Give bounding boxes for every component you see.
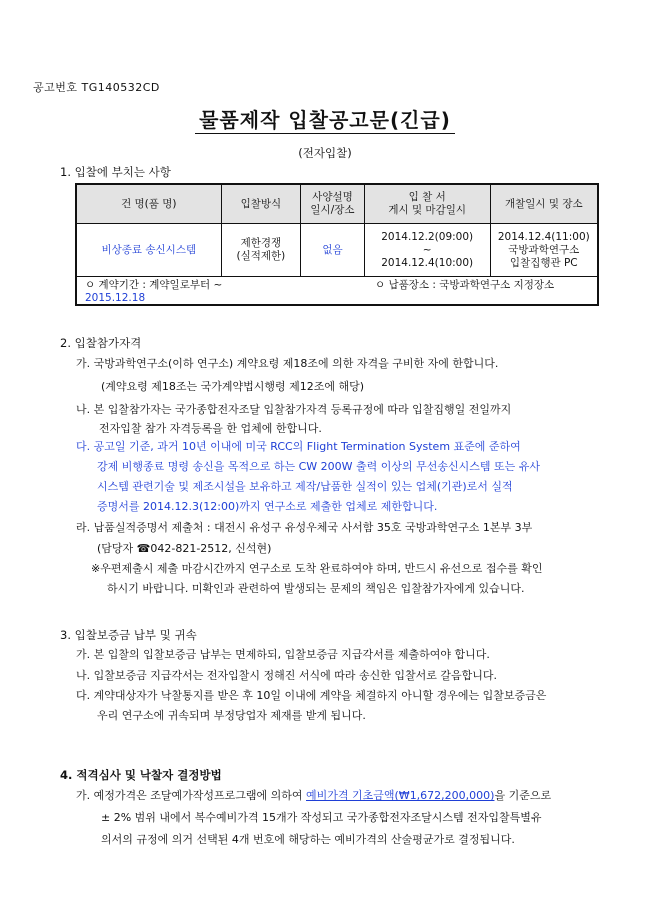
table-header-row xyxy=(76,184,598,224)
section2-note-cont: 하시기 바랍니다. 미확인과 관련하여 발생되는 문제의 책임은 입찰참가자에게 있습니다. xyxy=(107,582,525,595)
section2-item-da-cont1: 강제 비행종료 명령 송신을 목적으로 하는 CW 200W 출력 이상의 무선송신시스템 또는 유사 xyxy=(97,460,541,473)
section2-item-da-cont3: 증명서를 2014.12.3(12:00)까지 연구소로 제출한 업체로 제한합니다. xyxy=(97,500,438,513)
section2-item-na: 나. 본 입찰참가자는 국가종합전자조달 입찰참가자격 등록규정에 따라 입찰집행일 전일까지 xyxy=(76,403,512,416)
section2-note: ※우편제출시 제출 마감시간까지 연구소로 도착 완료하여야 하며, 반드시 유선으로 접수를 확인 xyxy=(91,562,543,575)
table-footer-row xyxy=(76,277,598,306)
section2-item-da: 다. 공고일 기준, 과거 10년 이내에 미국 RCC의 Flight Termination System 표준에 준하여 xyxy=(76,440,521,453)
cell-posting: 2014.12.2(09:00) ~ 2014.12.4(10:00) xyxy=(364,224,490,277)
section4-heading: 4. 적격심사 및 낙찰자 결정방법 xyxy=(60,768,222,782)
section3-item-da-cont: 우리 연구소에 귀속되며 부정당업자 제재를 받게 됩니다. xyxy=(97,709,366,722)
cell-spec: 없음 xyxy=(301,224,365,277)
header-name: 건 명(품 명) xyxy=(76,184,221,224)
section2-item-ra: 라. 납품실적증명서 제출처 : 대전시 유성구 유성우체국 사서함 35호 국방과학연구소 1본부 3부 xyxy=(76,521,533,534)
section2-item-ga-note: (계약요령 제18조는 국가계약법시행령 제12조에 해당) xyxy=(101,380,365,393)
document-title: 물품제작 입찰공고문(긴급) xyxy=(0,104,650,133)
section3-item-ga: 가. 본 입찰의 입찰보증금 납부는 면제하되, 입찰보증금 지급각서를 제출하여야 합니다. xyxy=(76,648,490,661)
document-subtitle: (전자입찰) xyxy=(298,146,352,160)
section4-item-ga: 가. 예정가격은 조달예가작성프로그램에 의하여 예비가격 기초금액(₩1,672,200,000)을 기준으로 xyxy=(76,789,552,802)
delivery-place: ㅇ 납품장소 : 국방과학연구소 지정장소 xyxy=(375,279,555,291)
section2-item-ra-contact: (담당자 ☎042-821-2512, 신석현) xyxy=(97,542,272,555)
cell-footer xyxy=(76,277,598,306)
cell-item-name: 비상종료 송신시스템 xyxy=(76,224,221,277)
section2-heading: 2. 입찰참가자격 xyxy=(60,336,142,350)
section4-item-ga-cont2: 의서의 규정에 의거 선택된 4개 번호에 해당하는 예비가격의 산술평균가로 결정됩니다. xyxy=(101,833,515,846)
table-row xyxy=(76,224,598,277)
header-spec: 사양설명 일시/장소 xyxy=(301,184,365,224)
notice-number: 공고번호 TG140532CD xyxy=(33,81,160,94)
contract-period: ㅇ 계약기간 : 계약일로부터 ~ 2015.12.18 xyxy=(85,279,223,304)
header-method: 입찰방식 xyxy=(221,184,301,224)
section1-heading: 1. 입찰에 부치는 사항 xyxy=(60,165,171,179)
base-amount: 예비가격 기초금액(₩1,672,200,000) xyxy=(306,789,495,802)
cell-method: 제한경쟁 (실적제한) xyxy=(221,224,301,277)
header-posting: 입 찰 서 게시 및 마감일시 xyxy=(364,184,490,224)
header-opening: 개찰일시 및 장소 xyxy=(490,184,598,224)
section2-item-na-cont: 전자입찰 참가 자격등록을 한 업체에 한합니다. xyxy=(99,422,322,435)
section2-item-ga: 가. 국방과학연구소(이하 연구소) 계약요령 제18조에 의한 자격을 구비한 자에 한합니다. xyxy=(76,357,499,370)
section3-item-da: 다. 계약대상자가 낙찰통지를 받은 후 10일 이내에 계약을 체결하지 아니할 경우에는 입찰보증금은 xyxy=(76,689,547,702)
section4-item-ga-cont1: ± 2% 범위 내에서 복수예비가격 15개가 작성되고 국가종합전자조달시스템 전자입찰특별유 xyxy=(101,811,542,824)
cell-opening: 2014.12.4(11:00) 국방과학연구소 입찰집행관 PC xyxy=(490,224,598,277)
section3-item-na: 나. 입찰보증금 지급각서는 전자입찰시 정해진 서식에 따라 송신한 입찰서로 갈음합니다. xyxy=(76,669,497,682)
bid-info-table xyxy=(75,183,599,306)
section3-heading: 3. 입찰보증금 납부 및 귀속 xyxy=(60,628,197,642)
section2-item-da-cont2: 시스템 관련기술 및 제조시설을 보유하고 제작/납품한 실적이 있는 업체(기관)로서 실적 xyxy=(97,480,513,493)
